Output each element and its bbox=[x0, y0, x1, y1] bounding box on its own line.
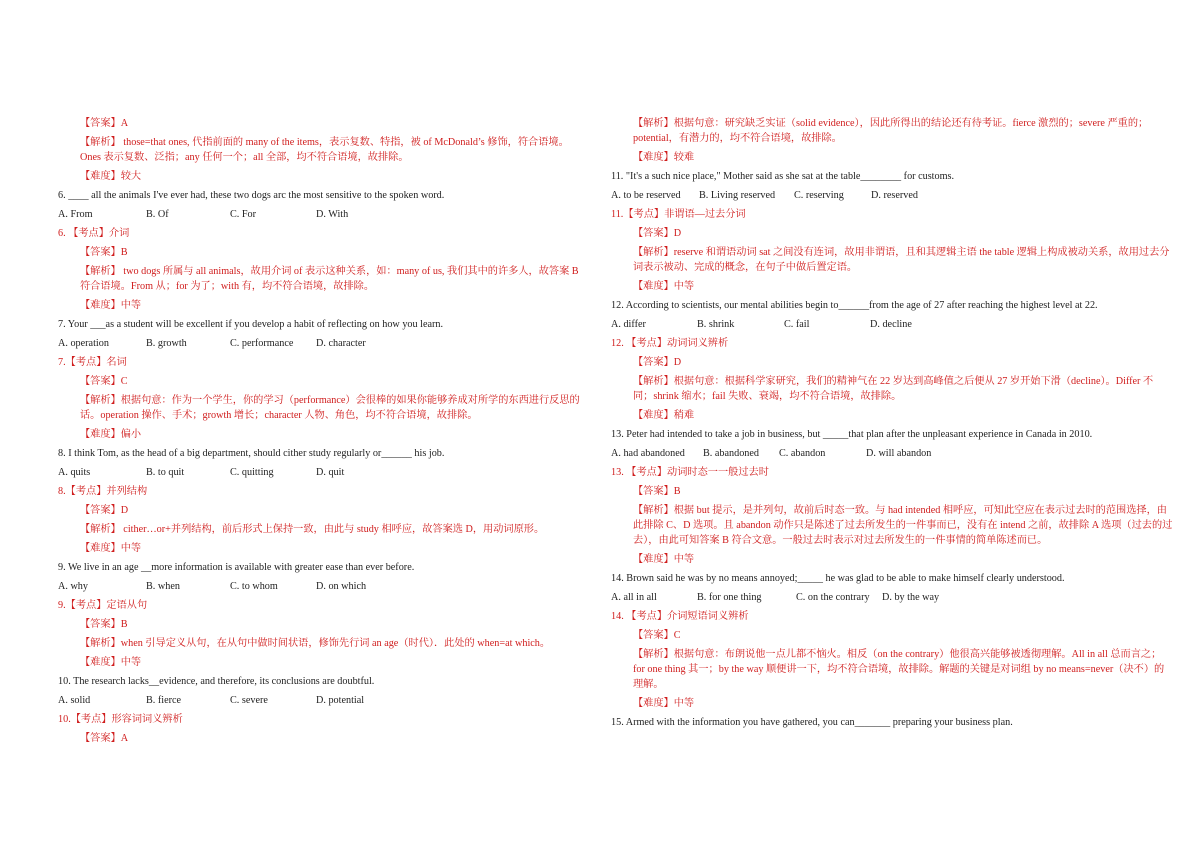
q12-option-c: C. fail bbox=[784, 319, 810, 330]
q11-option-a: A. to be reserved bbox=[611, 190, 681, 201]
q11-analysis: 【解析】reserve 和谓语动词 sat 之间没有连词，故用非谓语，且和其逻辑主语 the table 逻辑上构成被动关系，故用过去分词表示被动、完成的概念，在句子中做后置定语。 bbox=[633, 247, 1170, 273]
q6-option-c: C. For bbox=[230, 209, 257, 220]
q5-difficulty: 【难度】较大 bbox=[80, 171, 142, 182]
q7-option-c: C. performance bbox=[230, 338, 294, 349]
q8-options bbox=[58, 465, 580, 480]
q13-option-b: B. abandoned bbox=[703, 448, 760, 459]
q7-options bbox=[58, 336, 580, 351]
q14-question: 14. Brown said he was by no means annoyed;_____ he was glad to be able to make himself clearly understood. bbox=[611, 573, 1065, 584]
q14-analysis: 【解析】根据句意：布朗说他一点儿都不恼火。相反（on the contrary）他很高兴能够被透彻理解。All in all 总而言之；for one thing 其一；by the way 顺便讲一下，均不符合语境，故排除。解题的关键是对词组 by no means=never（决不）的理解。 bbox=[633, 649, 1165, 690]
q11-option-d: D. reserved bbox=[871, 190, 918, 201]
q9-option-b: B. when bbox=[146, 581, 180, 592]
q5-answer: 【答案】A bbox=[80, 118, 129, 129]
q12-option-d: D. decline bbox=[870, 319, 912, 330]
q12-options bbox=[611, 317, 1165, 332]
q9-answer: 【答案】B bbox=[80, 619, 128, 630]
q7-question: 7. Your ___as a student will be excellent if you develop a habit of reflecting on how you learn. bbox=[58, 319, 444, 330]
q14-option-c: C. on the contrary bbox=[796, 592, 870, 603]
q7-option-d: D. character bbox=[316, 338, 366, 349]
q10-option-a: A. solid bbox=[58, 695, 91, 706]
q10-analysis: 【解析】根据句意：研究缺乏实证（solid evidence），因此所得出的结论还有待考证。fierce 激烈的；severe 严重的；potential，有潜力的，均不符合语境，故排除。 bbox=[633, 118, 1149, 144]
q9-point: 9.【考点】定语从句 bbox=[58, 600, 148, 611]
q11-option-b: B. Living reserved bbox=[699, 190, 776, 201]
q10-option-c: C. severe bbox=[230, 695, 268, 706]
q12-answer: 【答案】D bbox=[633, 357, 682, 368]
q12-question: 12. According to scientists, our mental abilities begin to______from the age of 27 after reaching the highest level at 22. bbox=[611, 300, 1098, 311]
q14-point: 14. 【考点】介词短语词义辨析 bbox=[611, 611, 749, 622]
q8-point: 8.【考点】并列结构 bbox=[58, 486, 148, 497]
q14-option-b: B. for one thing bbox=[697, 592, 762, 603]
q7-option-b: B. growth bbox=[146, 338, 187, 349]
q13-options bbox=[611, 446, 1165, 461]
q10-option-d: D. potential bbox=[316, 695, 365, 706]
q14-answer: 【答案】C bbox=[633, 630, 681, 641]
q13-analysis: 【解析】根据 but 提示，是并列句，故前后时态一致。与 had intended 相呼应，可知此空应在表示过去时的范围选择，由此排除 C、D 选项。且 abandon 动作只是陈述了过去所发生的一件事而已，没有在 intend 之前，故排除 A 选项（过去的过去），由此可知答案 B 符合文意。一般过去时表示对过去所发生的一件事情的简单陈述而已。 bbox=[633, 505, 1173, 546]
q10-point: 10.【考点】形容词词义辨析 bbox=[58, 714, 183, 725]
q10-option-b: B. fierce bbox=[146, 695, 182, 706]
q11-option-c: C. reserving bbox=[794, 190, 844, 201]
q6-option-d: D. With bbox=[316, 209, 349, 220]
q8-option-b: B. to quit bbox=[146, 467, 185, 478]
q13-option-c: C. abandon bbox=[779, 448, 826, 459]
q14-difficulty: 【难度】中等 bbox=[633, 698, 695, 709]
q10-answer: 【答案】A bbox=[80, 733, 129, 744]
q13-difficulty: 【难度】中等 bbox=[633, 554, 695, 565]
q6-options bbox=[58, 207, 580, 222]
q8-option-a: A. quits bbox=[58, 467, 91, 478]
q6-answer: 【答案】B bbox=[80, 247, 128, 258]
q10-options bbox=[58, 693, 580, 708]
q6-option-b: B. Of bbox=[146, 209, 169, 220]
q13-point: 13. 【考点】动词时态一一般过去时 bbox=[611, 467, 769, 478]
q15-question: 15. Armed with the information you have gathered, you can_______ preparing your business plan. bbox=[611, 717, 1013, 728]
q8-question: 8. I think Tom, as the head of a big department, should cither study regularly or______ his job. bbox=[58, 448, 445, 459]
q9-question: 9. We live in an age __more information is available with greater ease than ever before. bbox=[58, 562, 415, 573]
q9-option-a: A. why bbox=[58, 581, 88, 592]
q7-option-a: A. operation bbox=[58, 338, 109, 349]
q7-point: 7.【考点】名词 bbox=[58, 357, 127, 368]
q10-difficulty: 【难度】较难 bbox=[633, 152, 695, 163]
q11-point: 11.【考点】非谓语—过去分词 bbox=[611, 209, 746, 220]
q14-option-d: D. by the way bbox=[882, 592, 940, 603]
q6-question: 6. ____ all the animals I've ever had, these two dogs arc the most sensitive to the spoken word. bbox=[58, 190, 445, 201]
q8-option-d: D. quit bbox=[316, 467, 345, 478]
q11-answer: 【答案】D bbox=[633, 228, 682, 239]
q11-question: 11. "It's a such nice place," Mother said as she sat at the table________ for customs. bbox=[611, 171, 955, 182]
q9-option-c: C. to whom bbox=[230, 581, 278, 592]
q12-option-a: A. differ bbox=[611, 319, 646, 330]
q12-analysis: 【解析】根据句意：根据科学家研究，我们的精神气在 22 岁达到高峰值之后便从 27 岁开始下滑（decline）。Differ 不同；shrink 缩水；fail 失败、衰竭，均不符合语境，故排除。 bbox=[633, 376, 1154, 402]
q12-point: 12. 【考点】动词词义辨析 bbox=[611, 338, 729, 349]
q11-options bbox=[611, 188, 1165, 203]
q14-options bbox=[611, 590, 1165, 605]
q8-difficulty: 【难度】中等 bbox=[80, 543, 142, 554]
q13-question: 13. Peter had intended to take a job in business, but _____that plan after the unpleasant experience in Canada in 2010. bbox=[611, 429, 1093, 440]
q9-options bbox=[58, 579, 580, 594]
right-column bbox=[611, 116, 1173, 734]
q13-option-a: A. had abandoned bbox=[611, 448, 685, 459]
q8-analysis: 【解析】 cither…or+并列结构，前后形式上保持一致，由此与 study 相呼应，故答案选 D，用动词原形。 bbox=[80, 524, 545, 535]
q14-option-a: A. all in all bbox=[611, 592, 657, 603]
q11-difficulty: 【难度】中等 bbox=[633, 281, 695, 292]
q5-analysis: 【解析】 those=that ones, 代指前面的 many of the items，表示复数、特指，被 of McDonald’s 修饰，符合语境。Ones 表示复数、泛指；any 任何一个；all 全部，均不符合语境，故排除。 bbox=[80, 137, 569, 163]
q13-option-d: D. will abandon bbox=[866, 448, 932, 459]
left-column bbox=[58, 116, 580, 750]
q8-option-c: C. quitting bbox=[230, 467, 274, 478]
q9-option-d: D. on which bbox=[316, 581, 367, 592]
q9-difficulty: 【难度】中等 bbox=[80, 657, 142, 668]
q7-difficulty: 【难度】偏小 bbox=[80, 429, 142, 440]
q9-analysis: 【解析】when 引导定义从句，在从句中做时间状语，修饰先行词 an age（时代）．此处的 when=at which。 bbox=[80, 638, 551, 649]
q7-answer: 【答案】C bbox=[80, 376, 128, 387]
q6-analysis: 【解析】 two dogs 所属与 all animals，故用介词 of 表示这种关系，如：many of us, 我们其中的许多人，故答案 B 符合语境。From 从；for 为了；with 有，均不符合语境，故排除。 bbox=[80, 266, 579, 292]
q12-difficulty: 【难度】稍难 bbox=[633, 410, 695, 421]
q6-point: 6. 【考点】介词 bbox=[58, 228, 130, 239]
q10-question: 10. The research lacks__evidence, and therefore, its conclusions are doubtful. bbox=[58, 676, 375, 687]
q7-analysis: 【解析】根据句意：作为一个学生，你的学习（performance）会很棒的如果你能够养成对所学的东西进行反思的话。operation 操作、手术；growth 增长；character 人物、角色，均不符合语境，故排除。 bbox=[80, 395, 580, 421]
q8-answer: 【答案】D bbox=[80, 505, 129, 516]
q13-answer: 【答案】B bbox=[633, 486, 681, 497]
q6-option-a: A. From bbox=[58, 209, 93, 220]
q12-option-b: B. shrink bbox=[697, 319, 735, 330]
q6-difficulty: 【难度】中等 bbox=[80, 300, 142, 311]
